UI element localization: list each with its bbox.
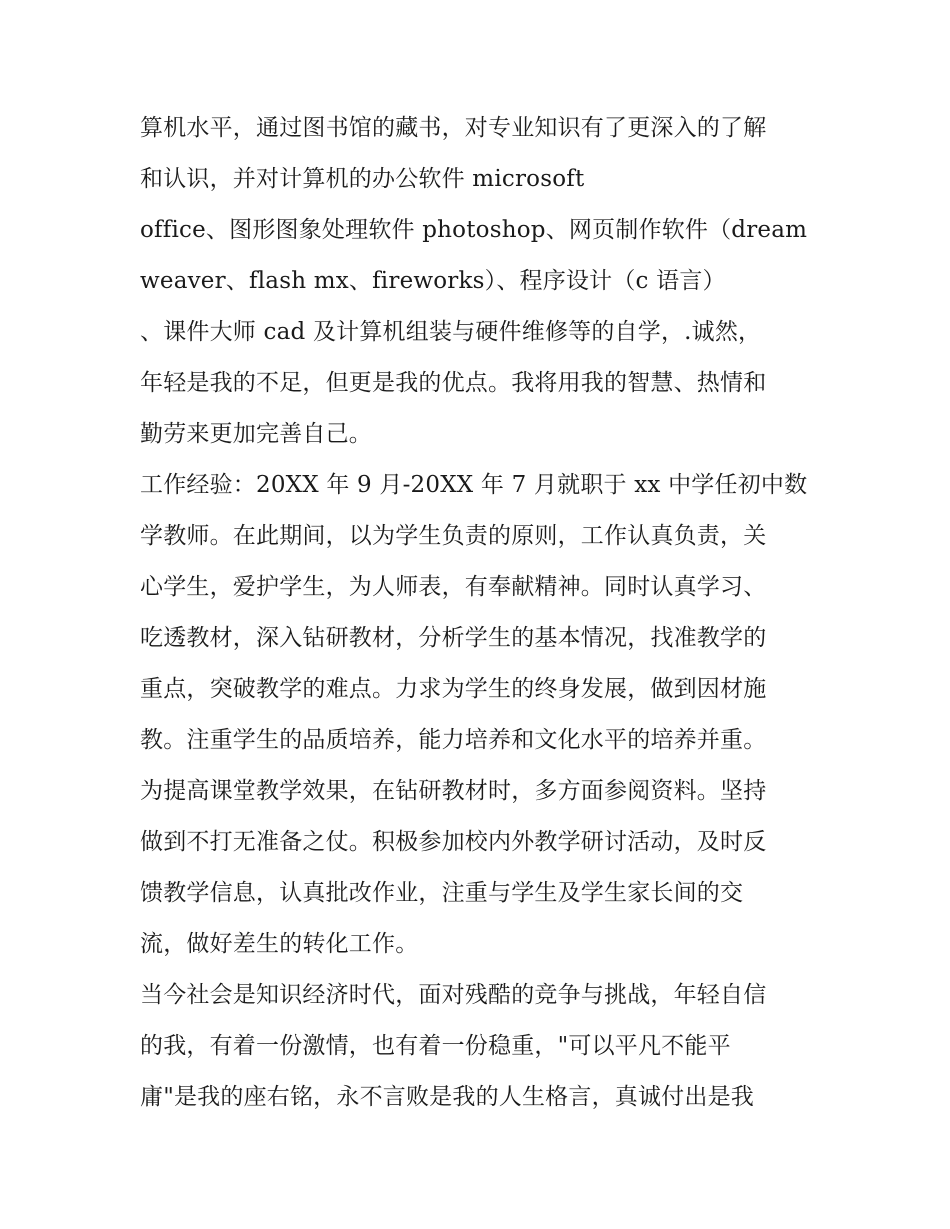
text-line: 馈教学信息，认真批改作业，注重与学生及学生家长间的交 <box>140 880 744 906</box>
text-line: weaver、flash mx、fireworks）、程序设计（c 语言） <box>140 268 726 294</box>
text-line: 算机水平，通过图书馆的藏书，对专业知识有了更深入的了解 <box>140 115 767 141</box>
text-line: 流，做好差生的转化工作。 <box>140 931 419 957</box>
body-text <box>140 103 820 1123</box>
text-line: 、课件大师 cad 及计算机组装与硬件维修等的自学，.诚然， <box>140 319 762 345</box>
text-line: office、图形图象处理软件 photoshop、网页制作软件（dream <box>140 217 808 243</box>
text-line: 和认识，并对计算机的办公软件 microsoft <box>140 166 585 192</box>
text-line: 学教师。在此期间，以为学生负责的原则，工作认真负责，关 <box>140 523 767 549</box>
text-line: 当今社会是知识经济时代，面对残酷的竞争与挑战，年轻自信 <box>140 982 767 1008</box>
text-line: 心学生，爱护学生，为人师表，有奉献精神。同时认真学习、 <box>140 574 767 600</box>
text-line: 吃透教材，深入钻研教材，分析学生的基本情况，找准教学的 <box>140 625 767 651</box>
text-line: 工作经验：20XX 年 9 月-20XX 年 7 月就职于 xx 中学任初中数 <box>140 472 808 498</box>
text-line: 的我，有着一份激情，也有着一份稳重，"可以平凡不能平 <box>140 1033 731 1059</box>
text-line: 为提高课堂教学效果，在钻研教材时，多方面参阅资料。坚持 <box>140 778 767 804</box>
text-line: 教。注重学生的品质培养，能力培养和文化水平的培养并重。 <box>140 727 767 753</box>
text-line: 重点，突破教学的难点。力求为学生的终身发展，做到因材施 <box>140 676 767 702</box>
text-line: 庸"是我的座右铭，永不言败是我的人生格言，真诚付出是我 <box>140 1084 754 1110</box>
text-line: 做到不打无准备之仗。积极参加校内外教学研讨活动，及时反 <box>140 829 767 855</box>
text-line: 年轻是我的不足，但更是我的优点。我将用我的智慧、热情和 <box>140 370 767 396</box>
text-line: 勤劳来更加完善自己。 <box>140 421 372 447</box>
